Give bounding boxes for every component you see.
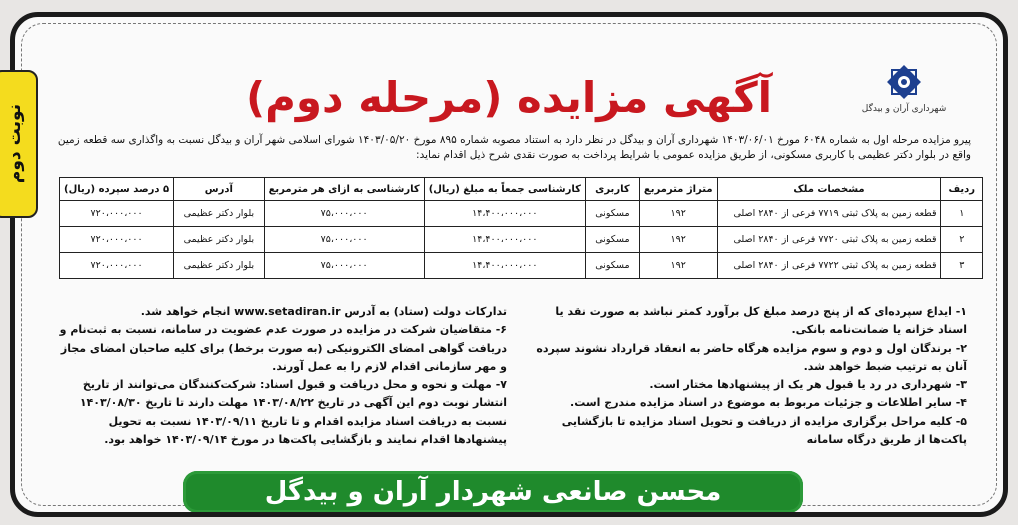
page-title: آگهی مزایده (مرحله دوم): [245, 73, 773, 122]
condition-item: ۷- مهلت و نحوه و محل دریافت و قبول اسناد: شرکت‌کنندگان می‌توانند از تاریخ انتشار نوبت دوم این آگهی در تاریخ ۱۴۰۳/۰۸/۲۲ مهلت دارند تا تاریخ ۱۴۰۳/۰۸/۳۰ نسبت به دریافت اسناد مزایده اقدام و تا تاریخ ۱۴۰۳/۰۹/۱۱ نسبت به تحویل پیشنهادها اقدام نمایند و بازگشایی پاکت‌ها در مورخ ۱۴۰۳/۰۹/۱۴ خواهد بود.: [79, 378, 507, 447]
cell-unit-valuation: ۷۵،۰۰۰،۰۰۰: [264, 253, 424, 279]
header-unit-valuation: کارشناسی به ازای هر مترمربع: [264, 178, 424, 201]
condition-item: ۲- برندگان اول و دوم و سوم مزایده هرگاه حاضر به انعقاد قرارداد نشوند سپرده آنان به ترتیب ضبط خواهد شد.: [536, 341, 967, 373]
cell-area: ۱۹۲: [639, 253, 717, 279]
condition-text: تدارکات دولت (ستاد) به آدرس: [344, 305, 507, 318]
cell-area: ۱۹۲: [639, 227, 717, 253]
cell-usage: مسکونی: [585, 227, 639, 253]
conditions-left-column: [55, 303, 507, 449]
cell-property: قطعه زمین به پلاک ثبتی ۷۷۱۹ فرعی از ۲۸۴۰ اصلی: [717, 201, 941, 227]
condition-item: ۴- سایر اطلاعات و جزئیات مربوط به موضوع در اسناد مزایده مندرج است.: [570, 396, 967, 410]
advertisement-sheet: [10, 12, 1008, 517]
cell-total-valuation: ۱۴،۴۰۰،۰۰۰،۰۰۰: [424, 227, 585, 253]
table-row: [60, 253, 983, 279]
cell-total-valuation: ۱۴،۴۰۰،۰۰۰،۰۰۰: [424, 201, 585, 227]
logo-caption: شهرداری آران و بیدگل: [861, 104, 947, 114]
header-address: آدرس: [174, 178, 264, 201]
table-row: [60, 201, 983, 227]
condition-item: ۶- متقاضیان شرکت در مزایده در صورت عدم عضویت در سامانه، نسبت به ثبت‌نام و دریافت گواهی امضای الکترونیکی (به صورت برخط) برای کلیه صاحبان امضای مجاز و مهر سازمانی اقدام لازم را به عمل آورند.: [59, 323, 507, 373]
cell-row-number: ۱: [941, 201, 983, 227]
auction-items-table: [59, 177, 983, 279]
second-round-label: نوبت دوم: [5, 104, 25, 184]
cell-deposit: ۷۲۰،۰۰۰،۰۰۰: [60, 253, 174, 279]
header-property: مشخصات ملک: [717, 178, 941, 201]
header-area: متراژ مترمربع: [639, 178, 717, 201]
cell-usage: مسکونی: [585, 201, 639, 227]
header-total-valuation: کارشناسی جمعاً به مبلغ (ریال): [424, 178, 585, 201]
cell-property: قطعه زمین به پلاک ثبتی ۷۷۲۲ فرعی از ۲۸۴۰ اصلی: [717, 253, 941, 279]
mayor-signature-banner: محسن صانعی شهردار آران و بیدگل: [183, 471, 803, 513]
cell-deposit: ۷۲۰،۰۰۰،۰۰۰: [60, 227, 174, 253]
cell-address: بلوار دکتر عظیمی: [174, 227, 264, 253]
conditions-right-column: [527, 303, 967, 449]
condition-item: ۵- کلیه مراحل برگزاری مزایده از دریافت و تحویل اسناد مزایده تا بازگشایی پاکت‌ها از طریق درگاه سامانه: [561, 414, 967, 447]
intro-paragraph: پیرو مزایده مرحله اول به شماره ۶۰۴۸ مورخ ۱۴۰۳/۰۶/۰۱ شهرداری آران و بیدگل در نظر دارد به استناد مصوبه شماره ۸۹۵ مورخ ۱۴۰۳/۰۵/۲۰ شورای اسلامی شهر آران و بیدگل نسبت به واگذاری سه قطعه زمین واقع در بلوار دکتر عظیمی با کاربری مسکونی، از طریق مزایده عمومی با شرایط پرداخت به صورت نقدی شرح ذیل اقدام نماید:: [57, 134, 971, 161]
condition-item: ۱- ایداع سپرده‌ای که از پنج درصد مبلغ کل برآورد کمتر نباشد به صورت نقد یا اسناد خزانه یا ضمانت‌نامه بانکی.: [555, 305, 967, 337]
header-row-number: ردیف: [941, 178, 983, 201]
cell-unit-valuation: ۷۵،۰۰۰،۰۰۰: [264, 227, 424, 253]
cell-unit-valuation: ۷۵،۰۰۰،۰۰۰: [264, 201, 424, 227]
cell-total-valuation: ۱۴،۴۰۰،۰۰۰،۰۰۰: [424, 253, 585, 279]
second-round-tab: [0, 70, 38, 218]
header-usage: کاربری: [585, 178, 639, 201]
cell-row-number: ۳: [941, 253, 983, 279]
cell-property: قطعه زمین به پلاک ثبتی ۷۷۲۰ فرعی از ۲۸۴۰ اصلی: [717, 227, 941, 253]
cell-deposit: ۷۲۰،۰۰۰،۰۰۰: [60, 201, 174, 227]
cell-row-number: ۲: [941, 227, 983, 253]
table-header-row: [60, 178, 983, 201]
cell-area: ۱۹۲: [639, 201, 717, 227]
table-row: [60, 227, 983, 253]
header-deposit: ۵ درصد سپرده (ریال): [60, 178, 174, 201]
condition-text: انجام خواهد شد.: [140, 305, 231, 318]
condition-item: ۳- شهرداری در رد یا قبول هر یک از پیشنهادها مختار است.: [649, 378, 967, 392]
cell-address: بلوار دکتر عظیمی: [174, 253, 264, 279]
setad-website-link[interactable]: www.setadiran.ir: [234, 305, 341, 318]
cell-address: بلوار دکتر عظیمی: [174, 201, 264, 227]
condition-item-continued: [55, 303, 507, 321]
cell-usage: مسکونی: [585, 253, 639, 279]
